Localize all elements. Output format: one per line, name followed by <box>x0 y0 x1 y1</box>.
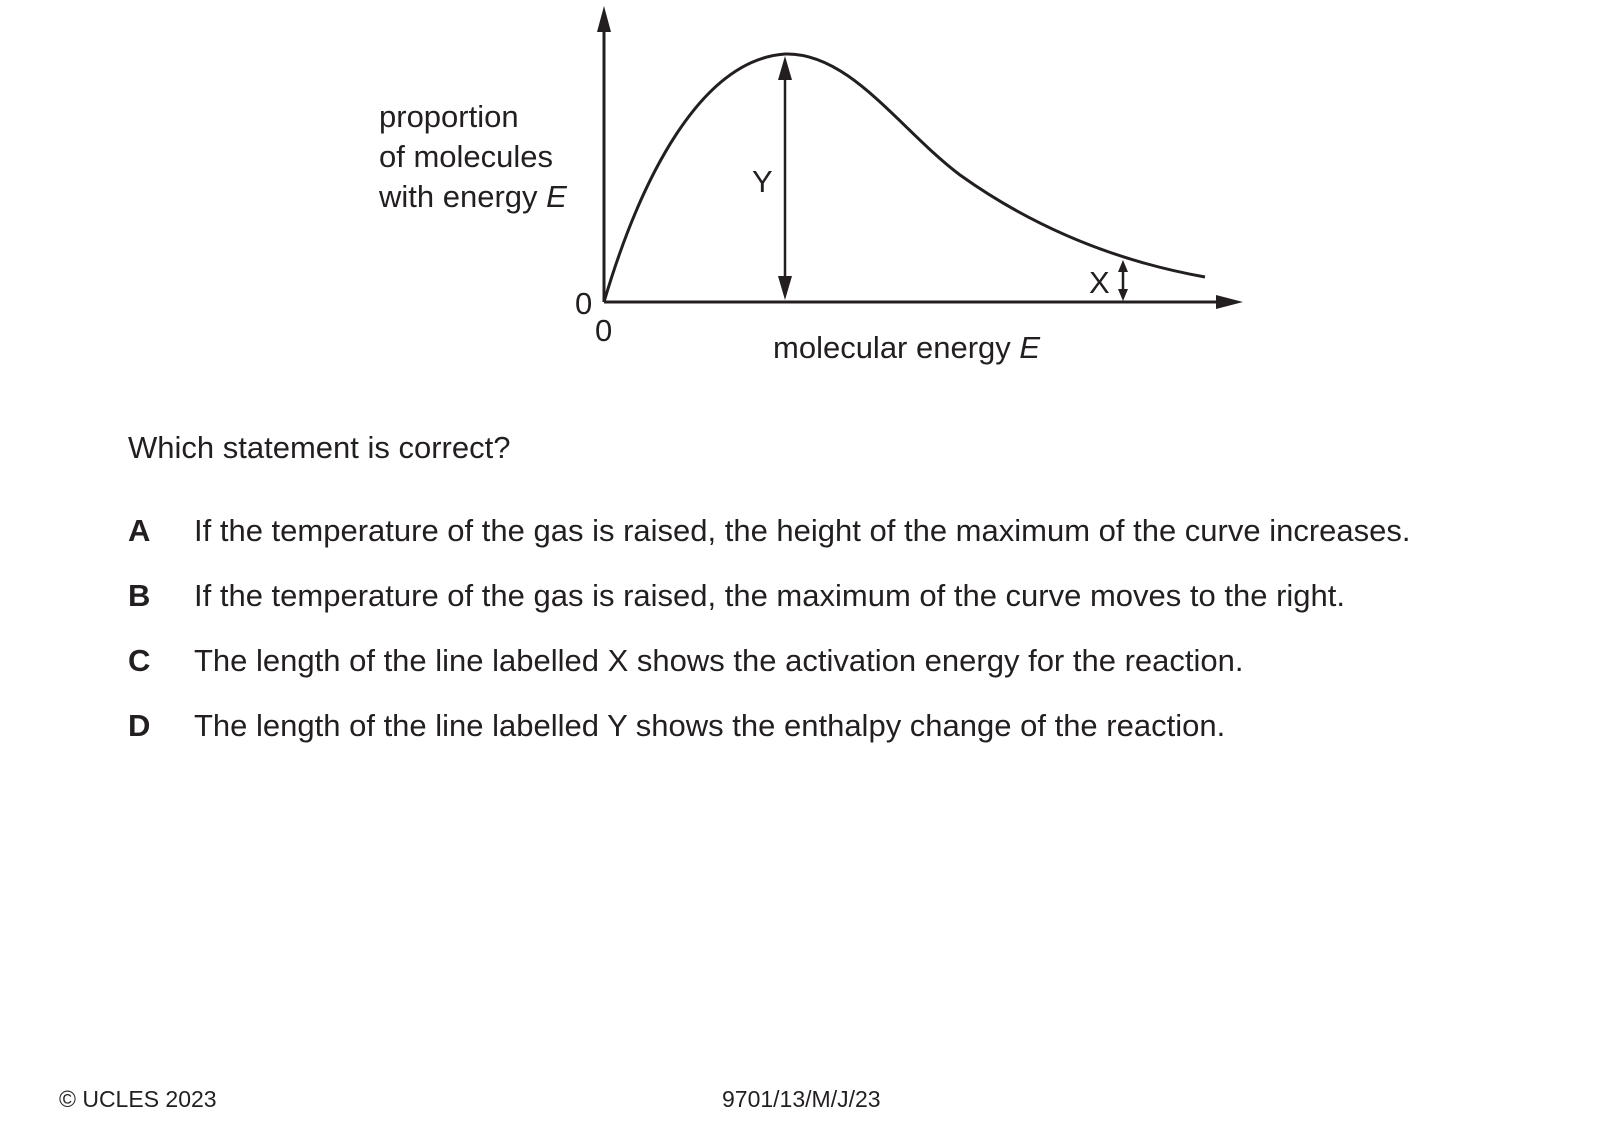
x-arrow-bottom <box>1118 289 1128 301</box>
option-c-letter: C <box>128 643 151 678</box>
x-axis-label-text: molecular energy <box>773 330 1020 365</box>
y-arrow-bottom <box>778 276 792 300</box>
option-b-letter: B <box>128 578 151 613</box>
option-a-text: If the temperature of the gas is raised, the height of the maximum of the curve increases. <box>194 513 1411 548</box>
y-axis-label-line-2: of molecules <box>379 139 554 174</box>
option-d-text: The length of the line labelled Y shows the enthalpy change of the reaction. <box>194 708 1226 743</box>
y-axis-label-variable: E <box>546 179 567 214</box>
y-arrow-top <box>778 56 792 80</box>
label-x: X <box>1089 265 1110 300</box>
label-y: Y <box>752 164 773 199</box>
x-arrow-top <box>1118 260 1128 272</box>
footer-copyright: © UCLES 2023 <box>59 1086 217 1112</box>
option-a-letter: A <box>128 513 151 548</box>
y-axis-label-text: with energy <box>379 179 547 214</box>
x-axis-arrowhead <box>1216 295 1243 309</box>
footer-paper-code: 9701/13/M/J/23 <box>722 1086 881 1112</box>
y-origin-label: 0 <box>575 286 593 321</box>
option-b-text: If the temperature of the gas is raised, the maximum of the curve moves to the right. <box>194 578 1345 613</box>
energy-distribution-diagram <box>0 0 1605 400</box>
y-axis-label-line-1: proportion <box>379 99 519 134</box>
x-origin-label: 0 <box>595 313 613 348</box>
option-d-letter: D <box>128 708 151 743</box>
x-axis-label-variable: E <box>1019 330 1041 365</box>
y-axis-arrowhead <box>597 6 611 32</box>
y-axis-label-line-3 <box>378 179 567 214</box>
option-c-text: The length of the line labelled X shows the activation energy for the reaction. <box>194 643 1244 678</box>
distribution-curve <box>604 54 1205 302</box>
question-stem: Which statement is correct? <box>128 430 511 465</box>
x-axis-label <box>773 330 1040 365</box>
